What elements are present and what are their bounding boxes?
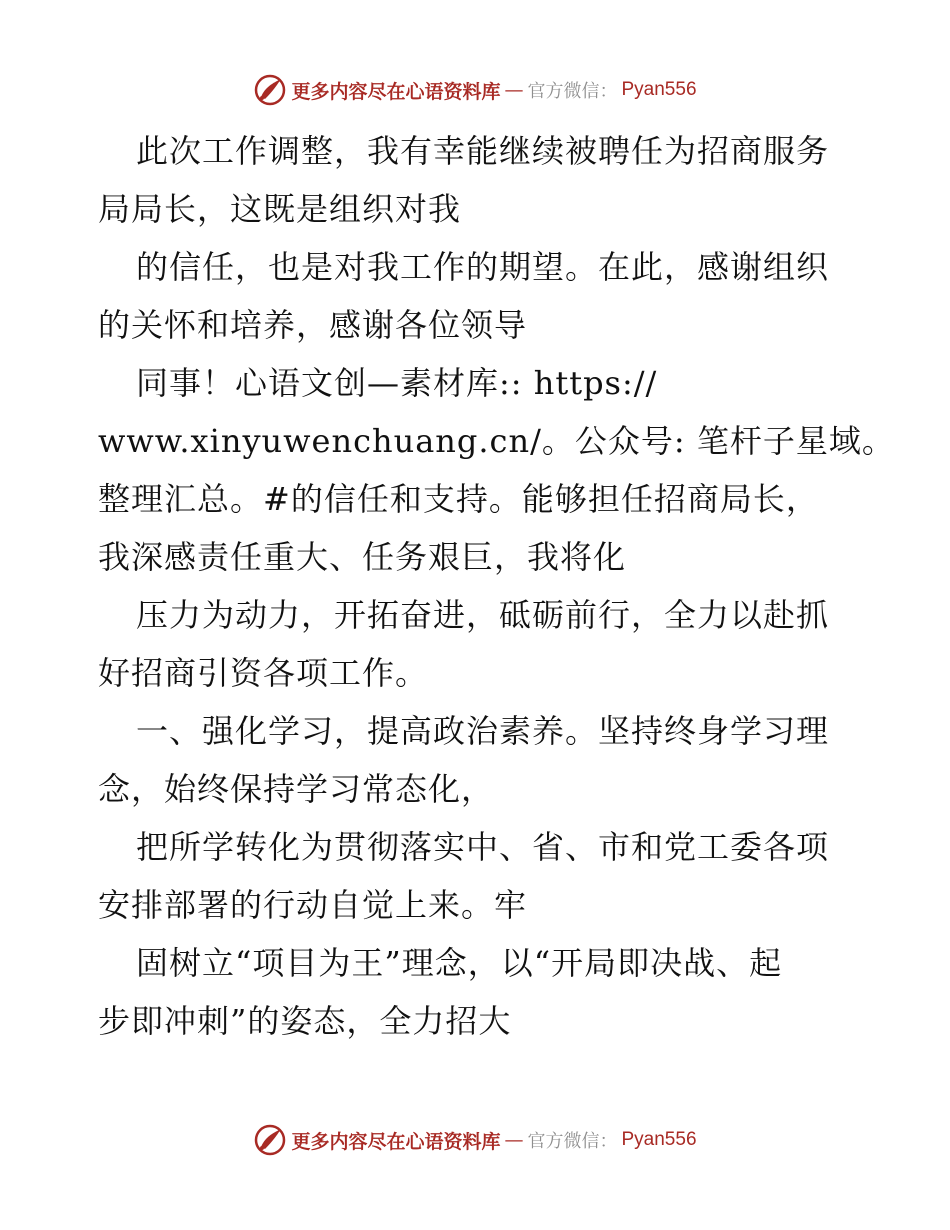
- body-line: 压力为动力，开拓奋进，砥砺前行，全力以赴抓: [136, 596, 830, 634]
- banner-dash: —: [504, 79, 524, 101]
- body-line: 念，始终保持学习常态化，: [98, 770, 495, 808]
- document-body: [98, 122, 895, 1050]
- body-line: 把所学转化为贯彻落实中、省、市和党工委各项: [136, 828, 830, 866]
- body-line: 同事！心语文创—素材库:: https://: [136, 364, 658, 402]
- body-line: 的关怀和培养，感谢各位领导: [98, 306, 528, 344]
- body-line: 步即冲刺”的姿态，全力招大: [98, 1002, 512, 1040]
- banner-main-text: 更多内容尽在心语资料库: [291, 80, 501, 103]
- banner-official-label: 官方微信：: [527, 1131, 618, 1152]
- body-line: 我深感责任重大、任务艰巨，我将化: [98, 538, 627, 576]
- banner-wechat-id: Pyan556: [621, 1129, 697, 1150]
- body-line: 一、强化学习，提高政治素养。坚持终身学习理: [136, 712, 830, 750]
- body-line: 固树立“项目为王”理念，以“开局即决战、起: [136, 944, 783, 982]
- pen-logo-icon: [253, 1123, 287, 1157]
- body-line: 的信任，也是对我工作的期望。在此，感谢组织: [136, 248, 830, 286]
- body-line: www.xinyuwenchuang.cn/。公众号: 笔杆子星域。: [98, 422, 895, 460]
- body-line: 安排部署的行动自觉上来。牢: [98, 886, 528, 924]
- pen-logo-icon: [253, 73, 287, 107]
- body-line: 局局长，这既是组织对我: [98, 190, 462, 228]
- footer-banner: [0, 1120, 950, 1160]
- banner-official-label: 官方微信：: [527, 81, 618, 102]
- banner-main-text: 更多内容尽在心语资料库: [291, 1130, 501, 1153]
- header-banner: [0, 70, 950, 110]
- body-line: 好招商引资各项工作。: [98, 654, 429, 692]
- banner-wechat-id: Pyan556: [621, 79, 697, 100]
- body-line: 整理汇总。#的信任和支持。能够担任招商局长，: [98, 480, 819, 518]
- body-line: 此次工作调整，我有幸能继续被聘任为招商服务: [136, 132, 830, 170]
- banner-dash: —: [504, 1129, 524, 1151]
